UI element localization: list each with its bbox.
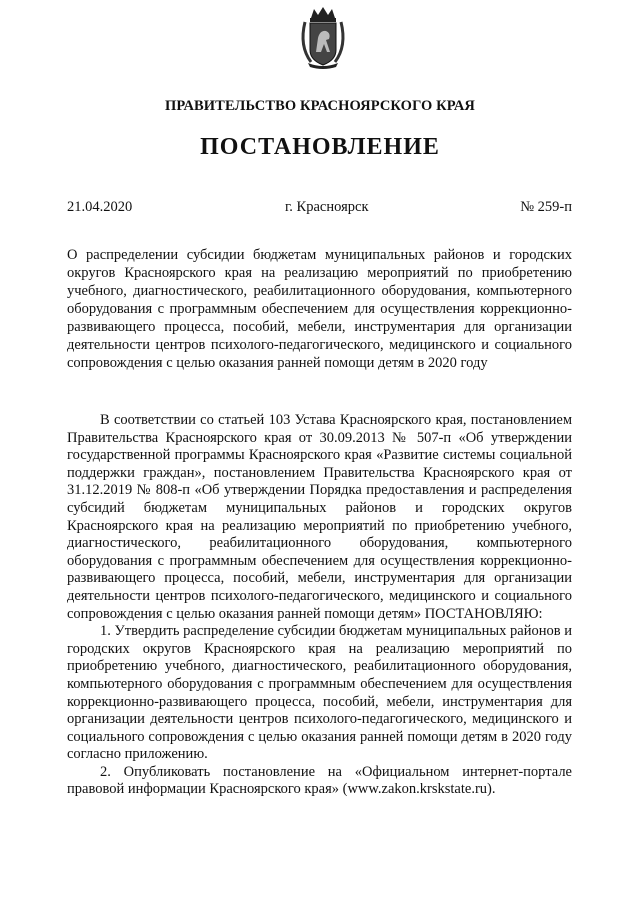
document-subject: О распределении субсидии бюджетам муниципальных районов и городских округов Красноярского края на реализацию мероприятий по приобретению учебного, диагностического, реабилитационного оборудования, компьютерного оборудования с программным обеспечением для осуществления коррекционно-развивающего процесса, пособий, мебели, инструментария для организации деятельности центров психолого-педагогического, медицинского и социального сопровождения с целью оказания ранней помощи детям в 2020 году [67, 247, 572, 371]
document-meta-row [67, 199, 572, 219]
organization-name: ПРАВИТЕЛЬСТВО КРАСНОЯРСКОГО КРАЯ [164, 98, 475, 114]
preamble-paragraph: В соответствии со статьей 103 Устава Красноярского края, постановлением Правительства Красноярского края от 30.09.2013 № 507-п «Об утверждении государственной программы Красноярского края «Развитие системы социальной поддержки граждан», постановлением Правительства Красноярского края от 31.12.2019 № 808-п «Об утверждении Порядка предоставления и распределения субсидий бюджетам муниципальных районов и городских округов Красноярского края на реализацию мероприятий по приобретению учебного, диагностического, реабилитационного оборудования, компьютерного оборудования с программным обеспечением для осуществления коррекционно-развивающего процесса, пособий, мебели, инструментария для организации деятельности центров психолого-педагогического, медицинского и социального сопровождения с целью оказания ранней помощи детям» ПОСТАНОВЛЯЮ: [67, 412, 572, 622]
clause-2-paragraph: 2. Опубликовать постановление на «Официальном интернет-портале правовой информации Красноярского края» (www.zakon.krskstate.ru). [67, 763, 572, 798]
document-type-title: ПОСТАНОВЛЕНИЕ [200, 134, 440, 160]
document-city: г. Красноярск [285, 199, 369, 215]
document-date: 21.04.2020 [67, 199, 133, 215]
document-body [67, 412, 572, 799]
coat-of-arms-icon [296, 6, 350, 70]
document-number: № 259-п [520, 199, 572, 215]
clause-1-paragraph: 1. Утвердить распределение субсидии бюджетам муниципальных районов и городских округов Красноярского края на реализацию мероприятий по приобретению учебного, диагностического, реабилитационного оборудования, компьютерного оборудования с программным обеспечением для осуществления коррекционно-развивающего процесса, пособий, мебели, инструментария для организации деятельности центров психолого-педагогического, медицинского и социального сопровождения с целью оказания ранней помощи детям в 2020 году согласно приложению. [67, 623, 572, 763]
